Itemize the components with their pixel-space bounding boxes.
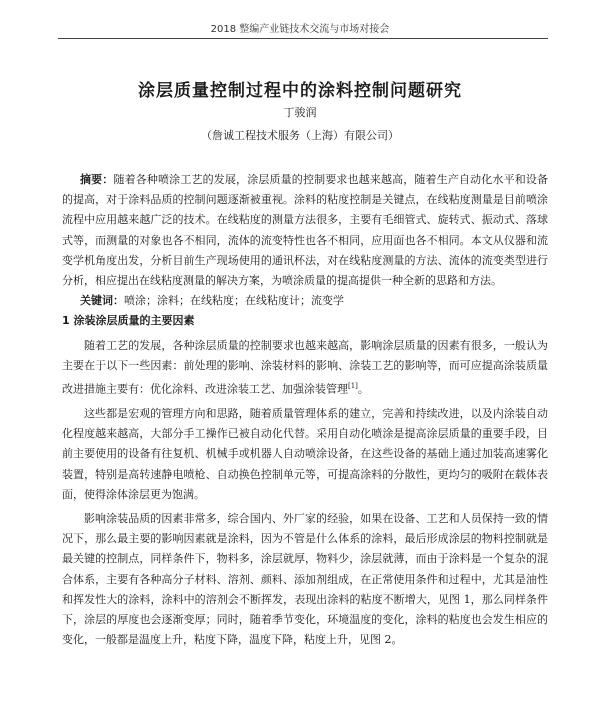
keywords — [62, 291, 548, 311]
citation-marker: [1] — [348, 382, 358, 391]
header-rule — [58, 38, 548, 39]
author: 丁骏润 — [283, 106, 317, 119]
affiliation: （詹诚工程技术服务（上海）有限公司） — [201, 129, 399, 142]
paragraph-1-text: 随着工艺的发展，各种涂层质量的控制要求也越来越高，影响涂层质量的因素有很多，一般认为主要在于以下一些因素：前处理的影响、涂装材料的影响、涂装工艺的影响等，而可应提高涂装质量改进措施主要有：优化涂料、改进涂装工艺、加强涂装管理 — [62, 338, 548, 396]
running-header: 2018 整编产业链技术交流与市场对接会 — [210, 24, 390, 35]
paragraph-3: 影响涂装品质的因素非常多，综合国内、外厂家的经验，如果在设备、工艺和人员保持一致的情况下，那么最主要的影响因素就是涂料，因为不管是什么体系的涂料，最后形成涂层的物料控制就是最关键的控制点，同样条件下，物料多，涂层就厚，物料少，涂层就薄，而由于涂料是一个复杂的混合体系，主要有各种高分子材料、溶剂、颜料、添加剂组成，在正常使用条件和过程中，尤其是油性和挥发性大的涂料，涂料中的溶剂会不断挥发，表现出涂料的粘度不断增大，见图 1，那么同样条件下，涂层的厚度也会逐渐变厚；同时，随着季节变化，环境温度的变化，涂料的粘度也会发生相应的变化，一般都是温度上升，粘度下降，温度下降，粘度上升，见图 2。 — [62, 511, 548, 647]
abstract — [62, 170, 548, 291]
paragraph-2: 这些都是宏观的管理方向和思路，随着质量管理体系的建立，完善和持续改进，以及内涂装自动化程度越来越高，大部分手工操作已被自动化代替。采用自动化喷涂是提高涂层质量的重要手段，目前主要使用的设备有往复机、机械手或机器人自动喷涂设备，在这些设备的基础上通过加装高速雾化装置，特别是高转速静电喷枪、自动换色控制单元等，可提高涂料的分散性，更均匀的吸附在载体表面，使得涂体涂层更为饱满。 — [62, 406, 548, 501]
section-heading: 1 涂装涂层质量的主要因素 — [62, 314, 195, 328]
paragraph-1 — [62, 336, 548, 400]
paper-body — [62, 170, 548, 650]
paragraph-1-tail: 。 — [357, 382, 369, 396]
abstract-label: 摘要： — [80, 173, 114, 186]
keywords-label: 关键词： — [80, 294, 124, 308]
abstract-text: 随着各种喷涂工艺的发展，涂层质量的控制要求也越来越高，随着生产自动化水平和设备的提高，对于涂料品质的控制问题逐渐被重视。涂料的粘度控制是关键点，在线粘度测量是目前喷涂流程中应用越来越广泛的技术。在线粘度的测量方法很多，主要有毛细管式、旋转式、振动式、落球式等，而测量的对象也各不相同，流体的流变特性也各不相同，应用面也各不相同。本文从仪器和流变学机角度出发，分析目前生产现场使用的通讯杯法，对在线粘度测量的方法、流体的流变类型进行分析，相应提出在线粘度测量的解决方案，为喷涂质量的提高提供一种全新的思路和方法。 — [62, 173, 549, 288]
keywords-text: 喷涂；涂料；在线粘度；在线粘度计；流变学 — [124, 294, 344, 308]
paper-title: 涂层质量控制过程中的涂料控制问题研究 — [138, 81, 462, 101]
